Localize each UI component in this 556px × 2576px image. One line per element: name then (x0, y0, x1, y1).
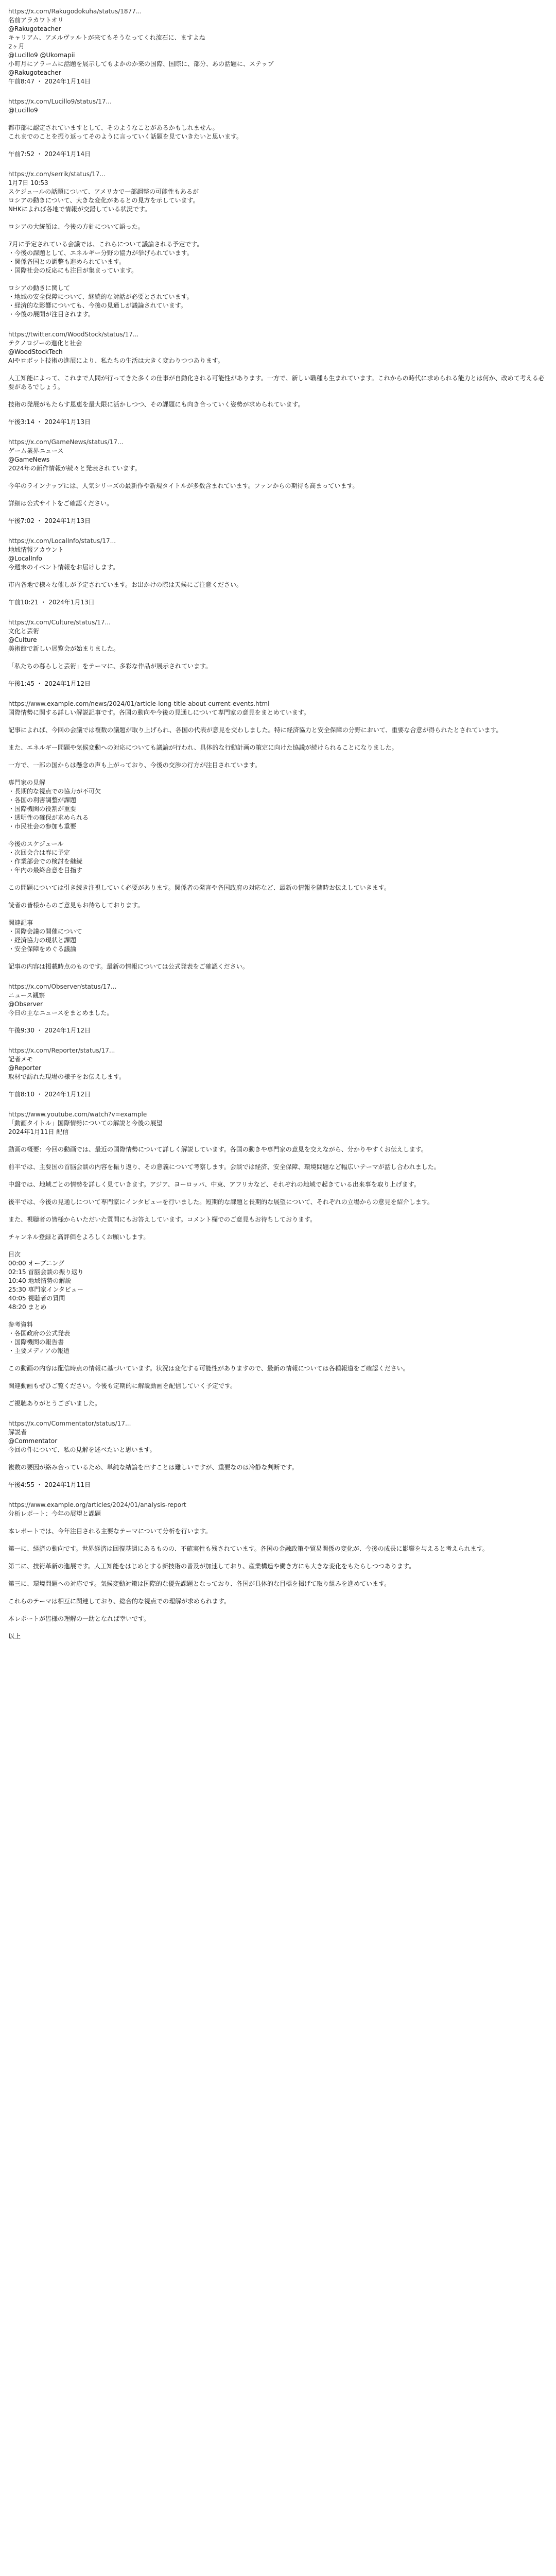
text-line: 後半では、今後の見通しについて専門家にインタビューを行いました。短期的な課題と長期的な展望について、それぞれの立場からの意見を紹介します。 (8, 1198, 433, 1206)
text-line: @Observer (8, 1001, 43, 1008)
text-line: @GameNews (8, 456, 50, 463)
text-line: ・年内の最終合意を目指す (8, 867, 83, 874)
text-line (8, 572, 548, 581)
text-line: 「動画タイトル」国際情勢についての解説と今後の展望 (8, 1120, 163, 1127)
text-line: 関連動画もぜひご覧ください。今後も定期的に解説動画を配信していく予定です。 (8, 1382, 237, 1389)
text-line: 第三に、環境問題への対応です。気候変動対策は国際的な優先課題となっており、各国が具体的な目標を掲げて取り組みを進めています。 (8, 1580, 391, 1587)
text-line (8, 1242, 548, 1250)
text-line (8, 1518, 548, 1527)
text-line: ・各国の利害調整が課題 (8, 796, 77, 804)
text-line: この動画の内容は配信時点の情報に基づいています。状況は変化する可能性がありますので、最新の情報については各種報道をご確認ください。 (8, 1365, 409, 1372)
text-line: 詳細は公式サイトをご確認ください。 (8, 500, 113, 507)
text-line (8, 1154, 548, 1163)
text-line (8, 1373, 548, 1382)
text-line (8, 875, 548, 884)
text-line: @Rakugoteacher (8, 69, 61, 76)
text-line: ・安全保障をめぐる議論 (8, 945, 77, 953)
text-line: ・今後の課題として、エネルギー分野の協力が挙げられています。 (8, 249, 193, 257)
text-line: 都市部に認定されていますとして、そのようなことがあるかもしれません。 (8, 124, 219, 131)
source-url[interactable]: https://x.com/Commentator/status/17... (8, 1420, 131, 1427)
post-entry (8, 982, 548, 1035)
text-line: ・市民社会の参加も重要 (8, 823, 77, 830)
text-line (8, 490, 548, 499)
text-line: 市内各地で様々な催しが予定されています。お出かけの際は天候にご注意ください。 (8, 581, 243, 588)
text-line: 2024年1月11日 配信 (8, 1128, 69, 1136)
text-line: @Culture (8, 636, 37, 643)
text-line: 00:00 オープニング (8, 1260, 64, 1267)
text-line: 国際情勢に関する詳しい解説記事です。各国の動向や今後の見通しについて専門家の意見をまとめています。 (8, 709, 310, 716)
text-line: 記事の内容は掲載時点のものです。最新の情報については公式発表をご確認ください。 (8, 963, 249, 970)
text-line: @WoodStockTech (8, 348, 63, 355)
text-line: 解説者 (8, 1429, 27, 1436)
text-line: 午前8:10 ・ 2024年1月12日 (8, 1091, 91, 1098)
text-line: ・国際機関の役割が重要 (8, 805, 77, 812)
text-line: ロシアの動きに関して (8, 284, 71, 292)
text-line: 名前アラカワトオリ (8, 16, 64, 24)
text-line: ・関係各国との調整も進められています。 (8, 258, 126, 265)
text-line: ・主要メディアの報道 (8, 1347, 70, 1354)
source-url[interactable]: https://twitter.com/WoodStock/status/17... (8, 331, 139, 338)
source-url[interactable]: https://x.com/Reporter/status/17... (8, 1047, 115, 1054)
text-line: 10:40 地域情勢の解説 (8, 1277, 72, 1284)
text-line: ・経済協力の現状と課題 (8, 937, 77, 944)
text-line (8, 1081, 548, 1090)
text-line: NHKによれば各地で情報が交錯している状況です。 (8, 206, 151, 213)
text-line (8, 473, 548, 482)
text-line (8, 392, 548, 400)
post-entry (8, 537, 548, 607)
text-line (8, 365, 548, 374)
text-line: 以上 (8, 1633, 21, 1640)
text-line: @Lucillo9 (8, 107, 38, 114)
text-line: 午後3:14 ・ 2024年1月13日 (8, 418, 91, 426)
text-line: AIやロボット技術の進展により、私たちの生活は大きく変わりつつあります。 (8, 357, 224, 364)
text-line (8, 653, 548, 662)
text-line (8, 831, 548, 840)
post-entry (8, 1501, 548, 1641)
text-line: キャリアム、アメルヴァルトが来てもそうなってくれ流石に、ますよね (8, 34, 205, 41)
text-line: ・透明性の確保が求められる (8, 814, 89, 821)
text-line: @LocalInfo (8, 555, 42, 562)
text-line: 午前7:52 ・ 2024年1月14日 (8, 150, 91, 158)
text-line: 動画の概要：今回の動画では、最近の国際情勢について詳しく解説しています。各国の動きや専門家の意見を交えながら、分かりやすくお伝えします。 (8, 1146, 427, 1153)
text-line: 今日の主なニュースをまとめました。 (8, 1009, 113, 1016)
text-line: 午後4:55 ・ 2024年1月11日 (8, 1481, 91, 1488)
text-line: 一方で、一部の国からは懸念の声も上がっており、今後の交渉の行方が注目されています。 (8, 761, 261, 769)
text-line (8, 1623, 548, 1632)
text-line: これまでのことを振り返ってそのように言っていく話題を見ていきたいと思います。 (8, 133, 243, 140)
text-line: ・長期的な視点での協力が不可欠 (8, 788, 101, 795)
text-line (8, 1571, 548, 1580)
text-line (8, 141, 548, 150)
text-line: 午後7:02 ・ 2024年1月13日 (8, 517, 91, 524)
text-line (8, 1553, 548, 1562)
source-url[interactable]: https://www.example.org/articles/2024/01/analysis-report (8, 1501, 186, 1509)
text-line: 午前8:47 ・ 2024年1月14日 (8, 78, 91, 85)
text-line (8, 1536, 548, 1545)
text-line: 目次 (8, 1251, 21, 1258)
text-line: ・国際会議の開催について (8, 928, 82, 935)
text-line (8, 1189, 548, 1198)
text-line: この問題については引き続き注視していく必要があります。関係者の発言や各国政府の対応など、最新の情報を随時お伝えしていきます。 (8, 884, 390, 891)
text-line: 第一に、経済の動向です。世界経済は回復基調にあるものの、不確実性も残されています。各国の金融政策や貿易関係の変化が、今後の成長に影響を与えると考えられます。 (8, 1545, 489, 1552)
text-line: 前半では、主要国の首脳会談の内容を振り返り、その意義について考察します。会談では経済、安全保障、環境問題など幅広いテーマが話し合われました。 (8, 1163, 440, 1171)
text-line: @Commentator (8, 1437, 58, 1445)
text-line (8, 214, 548, 223)
text-line: 今週末のイベント情報をお届けします。 (8, 564, 119, 571)
text-line: これらのテーマは相互に関連しており、総合的な視点での理解が求められます。 (8, 1598, 231, 1605)
source-url[interactable]: https://x.com/Culture/status/17... (8, 619, 111, 626)
text-line: 中盤では、地域ごとの情勢を詳しく見ていきます。アジア、ヨーロッパ、中東、アフリカなど、それぞれの地域で起きている出来事を取り上げます。 (8, 1181, 420, 1188)
text-line: ・今後の展開が注目されます。 (8, 311, 95, 318)
post-entry (8, 97, 548, 159)
text-line: 2024年の新作情報が続々と発表されています。 (8, 465, 141, 472)
text-line: 記者メモ (8, 1056, 33, 1063)
text-line: 記事によれば、今回の会議では複数の議題が取り上げられ、各国の代表が意見を交わしました。特に経済協力と安全保障の分野において、重要な合意が得られたとされています。 (8, 726, 502, 734)
text-line: 技術の発展がもたらす恩恵を最大限に活かしつつ、その課題にも向き合っていく姿勢が求められています。 (8, 401, 304, 408)
text-line (8, 1172, 548, 1180)
text-line (8, 892, 548, 901)
source-url[interactable]: https://www.youtube.com/watch?v=example (8, 1111, 147, 1118)
text-line (8, 231, 548, 240)
text-line: 25:30 専門家インタビュー (8, 1286, 83, 1293)
text-line: スケジュールの話題について、アメリカで一部調整の可能性もあるが (8, 188, 199, 195)
text-line: また、エネルギー問題や気候変動への対応についても議論が行われ、具体的な行動計画の策定に向けた協議が続けられることになりました。 (8, 744, 398, 751)
text-line: 2ヶ月 (8, 43, 25, 50)
text-line (8, 508, 548, 517)
post-entry (8, 7, 548, 86)
text-line: 人工知能によって、これまで人間が行ってきた多くの仕事が自動化される可能性があります。一方で、新しい職種も生まれています。これからの時代に求められる能力とは何か、改めて考える必要があるでしょう。 (8, 375, 545, 391)
text-line (8, 735, 548, 743)
text-line: ゲーム業界ニュース (8, 447, 64, 454)
text-line (8, 1588, 548, 1597)
text-line: @Reporter (8, 1064, 42, 1072)
post-entry (8, 1110, 548, 1408)
text-line: ご視聴ありがとうございました。 (8, 1400, 101, 1407)
text-line (8, 275, 548, 284)
text-line: 7月に予定されている会議では、これらについて議論される予定です。 (8, 241, 203, 248)
post-entry (8, 1046, 548, 1099)
text-line: 今回の件について、私の見解を述べたいと思います。 (8, 1446, 156, 1453)
text-line: 分析レポート：今年の展望と課題 (8, 1510, 101, 1517)
text-line: 1月7日 10:53 (8, 179, 48, 187)
source-url[interactable]: https://x.com/Observer/status/17... (8, 983, 117, 990)
text-line: 地域情報アカウント (8, 546, 64, 553)
text-line: 複数の要因が絡み合っているため、単純な結論を出すことは難しいですが、重要なのは冷静な判断です。 (8, 1464, 298, 1471)
text-line: ・国際機関の報告書 (8, 1338, 64, 1346)
text-line: 今年のラインナップには、人気シリーズの最新作や新規タイトルが多数含まれています。ファンからの期待も高まっています。 (8, 482, 359, 489)
text-line: ・各国政府の公式発表 (8, 1330, 71, 1337)
text-line: 関連記事 (8, 919, 33, 926)
text-line: 02:15 首脳会談の振り返り (8, 1268, 84, 1276)
text-line: ロシアの大統領は、今後の方針について語った。 (8, 223, 144, 230)
text-line: ・地域の安全保障について、継続的な対話が必要とされています。 (8, 293, 193, 300)
text-line (8, 1018, 548, 1026)
text-line: ・国際社会の反応にも注目が集まっています。 (8, 267, 138, 274)
text-line (8, 1454, 548, 1463)
text-line: 美術館で新しい展覧会が始まりました。 (8, 645, 120, 652)
text-line: 今後のスケジュール (8, 840, 64, 848)
text-line: 午前10:21 ・ 2024年1月13日 (8, 599, 95, 606)
text-line: 午後9:30 ・ 2024年1月12日 (8, 1027, 91, 1034)
text-line: テクノロジーの進化と社会 (8, 340, 82, 347)
text-line (8, 409, 548, 418)
source-url[interactable]: https://x.com/Rakugodokuha/status/1877... (8, 8, 142, 15)
text-line: また、視聴者の皆様からいただいた質問にもお答えしています。コメント欄でのご意見もお待ちしております。 (8, 1216, 317, 1223)
source-url[interactable]: https://x.com/Lucillo9/status/17... (8, 98, 112, 105)
text-line: 午後1:45 ・ 2024年1月12日 (8, 680, 91, 687)
text-line (8, 1355, 548, 1364)
source-url[interactable]: https://x.com/LocalInfo/status/17... (8, 537, 116, 545)
post-entry (8, 700, 548, 971)
source-url[interactable]: https://x.com/serrik/status/17... (8, 171, 106, 178)
text-line (8, 717, 548, 726)
source-url[interactable]: https://x.com/GameNews/status/17... (8, 438, 124, 446)
post-entry (8, 330, 548, 427)
text-line: ・経済的な影響についても、今後の見通しが議論されています。 (8, 302, 187, 309)
text-line: 専門家の見解 (8, 779, 46, 786)
text-line (8, 1391, 548, 1399)
post-entry (8, 438, 548, 526)
text-line: 第二に、技術革新の進展です。人工知能をはじめとする新技術の普及が加速しており、産業構造や働き方にも大きな変化をもたらしつつあります。 (8, 1563, 415, 1570)
text-line: 本レポートでは、今年注目される主要なテーマについて分析を行います。 (8, 1528, 212, 1535)
text-line (8, 1224, 548, 1233)
text-line (8, 1207, 548, 1215)
text-line: @Lucillo9 @Ukomapii (8, 52, 75, 59)
text-line (8, 1472, 548, 1481)
text-line: ・次回会合は春に予定 (8, 849, 71, 856)
text-line (8, 954, 548, 962)
text-line (8, 910, 548, 919)
text-line: チャンネル登録と高評価をよろしくお願いします。 (8, 1233, 150, 1241)
text-line: 本レポートが皆様の理解の一助となれば幸いです。 (8, 1615, 150, 1622)
text-line: 文化と芸術 (8, 628, 40, 635)
text-line: 読者の皆様からのご意見もお待ちしております。 (8, 902, 144, 909)
text-line: ・作業部会での検討を継続 (8, 858, 83, 865)
text-line: 40:05 視聴者の質問 (8, 1295, 65, 1302)
post-entry (8, 618, 548, 688)
text-line (8, 589, 548, 598)
post-entry (8, 170, 548, 319)
text-line: ニュース観察 (8, 992, 45, 999)
text-line (8, 1606, 548, 1615)
text-line: 参考資料 (8, 1321, 33, 1328)
text-line: 「私たちの暮らしと芸術」をテーマに、多彩な作品が展示されています。 (8, 663, 212, 670)
text-line: 48:20 まとめ (8, 1303, 47, 1311)
text-line (8, 1137, 548, 1145)
text-line (8, 671, 548, 680)
text-line (8, 1312, 548, 1320)
text-line (8, 115, 548, 124)
text-line: 小町月にアラームに話題を展示してもよかのか来の国際、国際に、部分、あの話題に、ステップ (8, 60, 274, 67)
post-entry (8, 1419, 548, 1489)
source-url[interactable]: https://www.example.com/news/2024/01/article-long-title-about-current-events.html (8, 700, 270, 707)
text-line (8, 752, 548, 761)
text-line: ロシアの動きについて、大きな変化があるとの見方を示しています。 (8, 197, 199, 204)
text-line (8, 770, 548, 778)
text-line: @Rakugoteacher (8, 25, 61, 32)
text-line: 取材で訪れた現場の様子をお伝えします。 (8, 1073, 126, 1080)
